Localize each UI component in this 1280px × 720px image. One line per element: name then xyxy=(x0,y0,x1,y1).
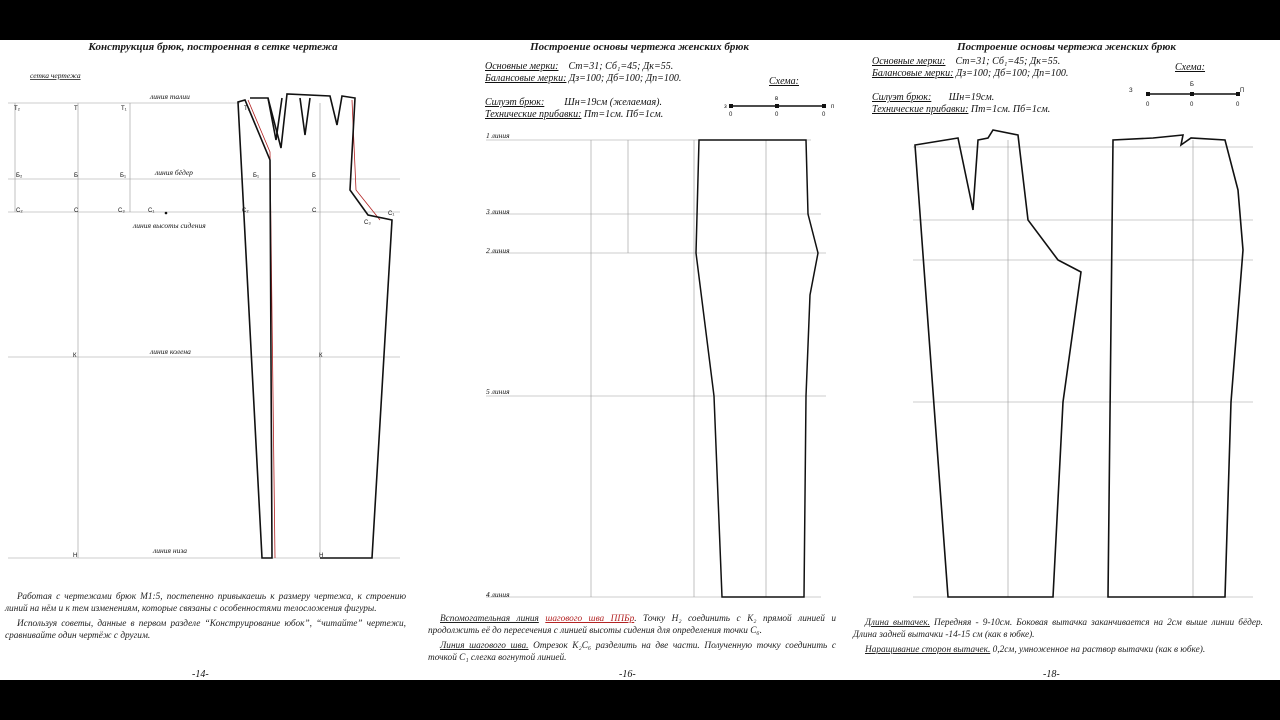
caption-paragraph-2: Используя советы, данные в первом разделе “Конструирование юбок”, “читайте” чертежи, сравнивайте один чертёж с другим. xyxy=(5,619,406,641)
caption-paragraph-1: Работая с чертежами брюк М1:5, постепенно привыкаешь к размеру чертежа, к строению линий на нём и к тем изменениям, которые связаны с особенностями телосложения фигуры. xyxy=(5,592,406,614)
svg-text:П: П xyxy=(1240,88,1245,94)
bottom-line-label: линия низа xyxy=(153,546,187,555)
svg-text:Б: Б xyxy=(1190,82,1194,88)
grid-caption: сетка чертежа xyxy=(30,71,81,80)
caption-paragraph-2: Наращивание сторон вытачек. 0,2см, умноженное на раствор вытачки (как в юбке). xyxy=(865,645,1206,655)
construction-line-labels xyxy=(30,71,206,555)
trouser-outline xyxy=(696,140,818,597)
point-b4: Б₁ xyxy=(253,173,259,179)
scheme-label: Схема: xyxy=(769,76,800,87)
svg-text:0: 0 xyxy=(822,112,826,118)
silhouette: Силуэт брюк: Шн=19см. xyxy=(872,92,995,103)
point-b-right: Б xyxy=(312,173,316,179)
allowances: Технические прибавки: Пт=1см. Пб=1см. xyxy=(485,109,664,120)
page-caption xyxy=(428,614,836,668)
caption-paragraph-2: Линия шагового шва. Отрезок К₂С₆ разделить на две части. Полученную точку соединить с точкой С₁ слегка вогнутой линией. xyxy=(428,641,837,663)
page-caption xyxy=(5,592,406,646)
point-b1: Б₁ xyxy=(120,173,126,179)
point-k: К xyxy=(73,353,77,359)
page-title: Конструкция брюк, построенная в сетке чертежа xyxy=(88,41,338,53)
svg-text:в: в xyxy=(775,96,779,102)
page-14 xyxy=(0,40,426,680)
svg-text:0: 0 xyxy=(729,112,733,118)
point-c5: C₂ xyxy=(242,208,249,214)
page-number: -16- xyxy=(619,669,636,680)
page-title: Построение основы чертежа женских брюк xyxy=(530,41,749,53)
red-pattern-lines xyxy=(248,100,380,558)
main-measures: Основные мерки: Ст=31; Сб₁=45; Дк=55. xyxy=(485,61,674,72)
front-back-trouser-drawing xyxy=(853,40,1280,680)
point-t3: T₃ xyxy=(244,106,251,112)
line-5-label: 5 линия xyxy=(486,387,510,396)
svg-text:0: 0 xyxy=(775,112,779,118)
point-c2: C₂ xyxy=(16,208,23,214)
point-c-right: C xyxy=(312,208,317,214)
caption-paragraph-1: Вспомогательная линия шагового шва ППБр. Точку Н₂ соединить с К₂ прямой линией и продолжить её до пересечения с линией высоты сидения для определения точки С₆. xyxy=(428,614,836,636)
grid-lines xyxy=(486,140,826,597)
scheme xyxy=(724,96,834,118)
svg-text:з: з xyxy=(724,104,727,110)
page-18 xyxy=(853,40,1280,680)
page-number: -14- xyxy=(192,669,209,680)
point-c: C xyxy=(74,208,79,214)
construction-lines xyxy=(485,131,510,599)
caption-paragraph-1: Длина вытачек. Передняя - 9-10см. Боковая вытачка заканчивается на 2см выше линии бёдер. Длина задней вытачки -14-15 см (как в юбке). xyxy=(853,618,1263,640)
line-1-label: 1 линия xyxy=(486,131,510,140)
point-b2: Б₂ xyxy=(16,173,23,179)
point-c3-right: C₃ xyxy=(364,220,371,226)
point-c3: C₃ xyxy=(118,208,125,214)
balance-measures: Балансовые мерки: Дз=100; Дб=100; Дп=100. xyxy=(485,73,682,84)
page-number: -18- xyxy=(1043,669,1060,680)
svg-text:0: 0 xyxy=(1236,102,1240,108)
point-n-right: Н xyxy=(319,553,324,559)
knee-line-label: линия колена xyxy=(150,347,191,356)
line-3-label: 3 линия xyxy=(486,207,510,216)
line-2-label: 2 линия xyxy=(486,246,510,255)
grid-lines xyxy=(8,103,400,558)
seat-line-label: линия высоты сидения xyxy=(133,221,206,230)
point-c1: C₁ xyxy=(148,208,155,214)
trouser-outline xyxy=(238,94,395,558)
waist-line-label: линия талии xyxy=(150,92,190,101)
point-t1: T₁ xyxy=(121,106,127,112)
grid-lines xyxy=(913,140,1253,597)
trouser-outline xyxy=(915,130,1243,597)
point-t: T xyxy=(74,106,78,112)
point-t2: T₂ xyxy=(14,106,20,112)
balance-measures: Балансовые мерки: Дз=100; Дб=100; Дп=100. xyxy=(872,68,1069,79)
point-k-right: К xyxy=(319,353,323,359)
svg-text:0: 0 xyxy=(1190,102,1194,108)
svg-text:п: п xyxy=(831,104,835,110)
point-c1-right: C₁ xyxy=(388,211,395,217)
document-sheet xyxy=(0,40,1280,680)
page-caption xyxy=(853,618,1263,661)
trouser-grid-drawing xyxy=(0,40,426,680)
main-measures: Основные мерки: Ст=31; Сб₁=45; Дк=55. xyxy=(872,56,1061,67)
line-4-label: 4 линия xyxy=(486,590,510,599)
page-title: Построение основы чертежа женских брюк xyxy=(957,41,1176,53)
point-n: Н xyxy=(73,553,78,559)
hip-line-label: линия бёдер xyxy=(155,168,193,177)
scheme-label: Схема: xyxy=(1175,62,1206,73)
allowances: Технические прибавки: Пт=1см. Пб=1см. xyxy=(872,104,1051,115)
svg-text:0: 0 xyxy=(1146,102,1150,108)
svg-text:З: З xyxy=(1129,88,1133,94)
page-16 xyxy=(426,40,853,680)
point-b: Б xyxy=(74,173,78,179)
silhouette: Силуэт брюк: Шн=19см (желаемая). xyxy=(485,97,662,108)
grid-point-labels xyxy=(14,106,394,559)
trouser-base-drawing xyxy=(426,40,853,680)
scheme xyxy=(1129,82,1244,108)
